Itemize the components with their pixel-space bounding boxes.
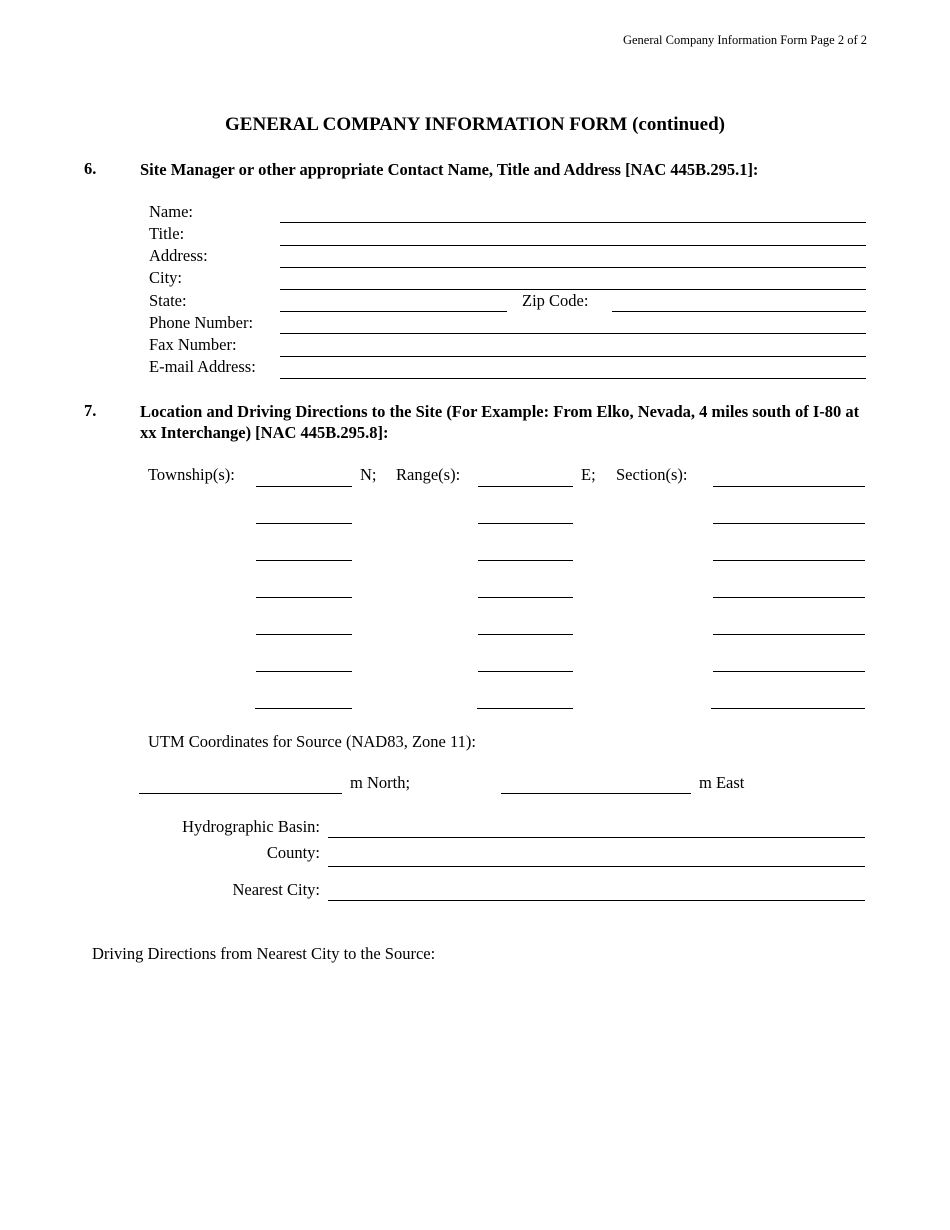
section-field[interactable] (713, 671, 865, 672)
city-field[interactable] (280, 289, 866, 290)
range-field[interactable] (478, 634, 573, 635)
section-field[interactable] (713, 597, 865, 598)
fax-label: Fax Number: (149, 335, 237, 354)
range-field[interactable] (478, 486, 573, 487)
county-label: County: (266, 843, 320, 862)
township-field[interactable] (256, 486, 352, 487)
hydrographic-basin-label: Hydrographic Basin: (182, 817, 320, 836)
email-field[interactable] (280, 378, 866, 379)
email-label: E-mail Address: (149, 357, 256, 376)
utm-north-label: m North; (350, 773, 411, 792)
section-field[interactable] (713, 560, 865, 561)
range-field[interactable] (478, 523, 573, 524)
address-field[interactable] (280, 267, 866, 268)
range-field[interactable] (478, 671, 573, 672)
township-field[interactable] (256, 671, 352, 672)
state-field[interactable] (280, 311, 507, 312)
township-field[interactable] (256, 634, 352, 635)
utm-east-field[interactable] (501, 793, 691, 794)
title-label: Title: (149, 224, 185, 243)
north-suffix-label: N; (360, 465, 377, 484)
range-field[interactable] (477, 708, 573, 709)
township-field[interactable] (256, 597, 352, 598)
fax-field[interactable] (280, 356, 866, 357)
phone-label: Phone Number: (149, 313, 254, 332)
state-label: State: (149, 291, 187, 310)
zip-field[interactable] (612, 311, 866, 312)
section-field[interactable] (713, 523, 865, 524)
east-suffix-label: E; (581, 465, 596, 484)
section-label: Section(s): (616, 465, 688, 484)
section-field[interactable] (713, 634, 865, 635)
form-title: GENERAL COMPANY INFORMATION FORM (continued) (225, 114, 725, 135)
county-field[interactable] (328, 866, 865, 867)
section-field[interactable] (713, 486, 865, 487)
hydrographic-basin-field[interactable] (328, 837, 865, 838)
section-7-number: 7. (84, 401, 97, 420)
range-field[interactable] (478, 597, 573, 598)
name-label: Name: (149, 202, 193, 221)
driving-directions-label: Driving Directions from Nearest City to the Source: (92, 944, 436, 963)
range-field[interactable] (478, 560, 573, 561)
phone-field[interactable] (280, 333, 866, 334)
utm-east-label: m East (699, 773, 745, 792)
section-field[interactable] (711, 708, 865, 709)
township-field[interactable] (256, 560, 352, 561)
nearest-city-label: Nearest City: (232, 880, 320, 899)
section-6-number: 6. (84, 159, 97, 178)
township-field[interactable] (256, 523, 352, 524)
name-field[interactable] (280, 222, 866, 223)
township-field[interactable] (255, 708, 352, 709)
zip-label: Zip Code: (522, 291, 589, 310)
driving-directions-area[interactable] (92, 972, 866, 1172)
city-label: City: (149, 268, 183, 287)
township-label: Township(s): (148, 465, 235, 484)
section-6-heading: Site Manager or other appropriate Contact Name, Title and Address [NAC 445B.295.1]: (140, 160, 759, 179)
utm-label: UTM Coordinates for Source (NAD83, Zone 11): (148, 732, 476, 751)
address-label: Address: (149, 246, 208, 265)
range-label: Range(s): (396, 465, 461, 484)
title-field[interactable] (280, 245, 866, 246)
utm-north-field[interactable] (139, 793, 342, 794)
nearest-city-field[interactable] (328, 900, 865, 901)
section-7-heading: Location and Driving Directions to the Site (For Example: From Elko, Nevada, 4 miles south of I-80 at xx Interchange) [NAC 445B.295.8]: (140, 402, 860, 442)
page-header: General Company Information Form Page 2 of 2 (622, 33, 867, 47)
